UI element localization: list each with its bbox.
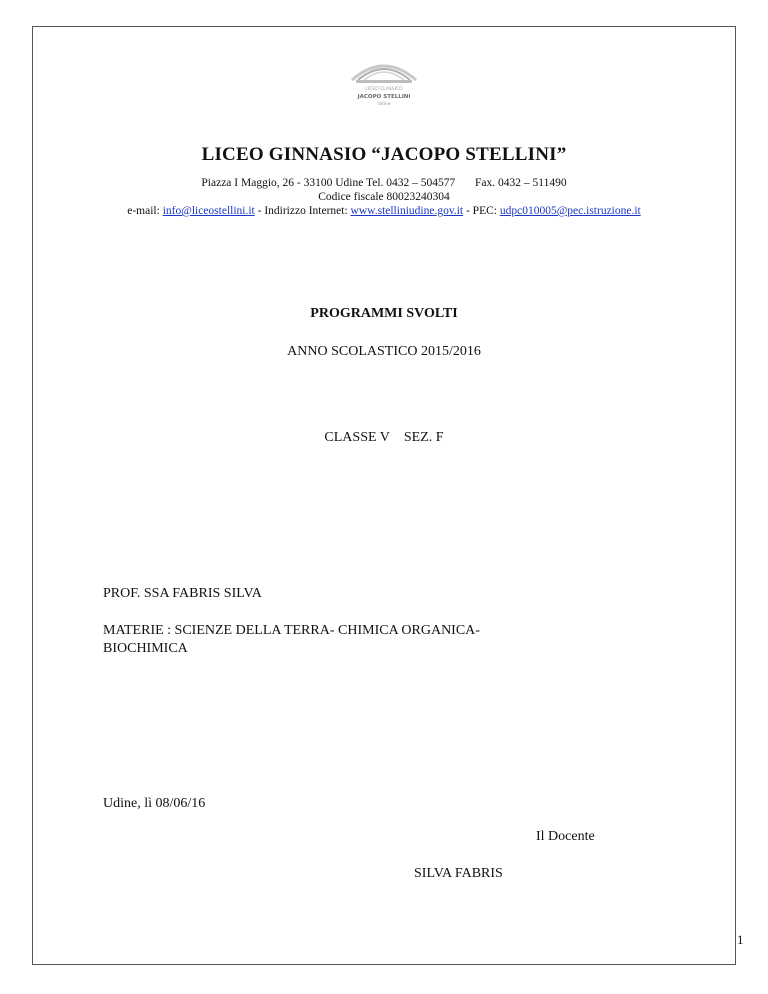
email-label: e-mail: <box>127 205 163 217</box>
website-link[interactable]: www.stelliniudine.gov.it <box>350 205 464 217</box>
teacher-name: SILVA FABRIS <box>414 866 503 881</box>
pec-label: - PEC: <box>463 205 500 217</box>
page-number: 1 <box>737 932 744 947</box>
pec-link[interactable]: udpc010005@pec.istruzione.it <box>499 205 641 217</box>
subjects-block <box>103 622 623 658</box>
school-title: LICEO GINNASIO “JACOPO STELLINI” <box>201 144 567 165</box>
contact-line <box>0 204 768 218</box>
subjects-line-2: BIOCHIMICA <box>103 641 188 656</box>
page-border <box>32 26 736 965</box>
address: Piazza I Maggio, 26 - 33100 Udine Tel. 0432 – 504577 <box>201 177 456 189</box>
logo-line3: Udine <box>377 102 391 107</box>
internet-label: - Indirizzo Internet: <box>254 205 351 217</box>
fax: Fax. 0432 – 511490 <box>475 177 567 189</box>
school-logo <box>344 54 424 110</box>
logo-line2: JACOPO STELLINI <box>357 94 411 100</box>
subjects-line-1: MATERIE : SCIENZE DELLA TERRA- CHIMICA ORGANICA- <box>103 623 480 638</box>
place-date: Udine, lì 08/06/16 <box>103 796 206 811</box>
school-year: ANNO SCOLASTICO 2015/2016 <box>287 344 481 359</box>
school-logo-graphic <box>344 54 424 110</box>
email-link[interactable]: info@liceostellini.it <box>162 205 255 217</box>
professor-line: PROF. SSA FABRIS SILVA <box>103 586 262 601</box>
logo-line1: LICEO CLASSICO <box>365 87 403 92</box>
address-line <box>0 176 768 190</box>
teacher-label: Il Docente <box>536 829 595 844</box>
class-label: CLASSE V <box>324 430 390 445</box>
document-heading: PROGRAMMI SVOLTI <box>310 306 458 321</box>
codice-fiscale: Codice fiscale 80023240304 <box>318 191 450 203</box>
section-label: SEZ. F <box>403 430 444 445</box>
class-section <box>0 430 768 446</box>
